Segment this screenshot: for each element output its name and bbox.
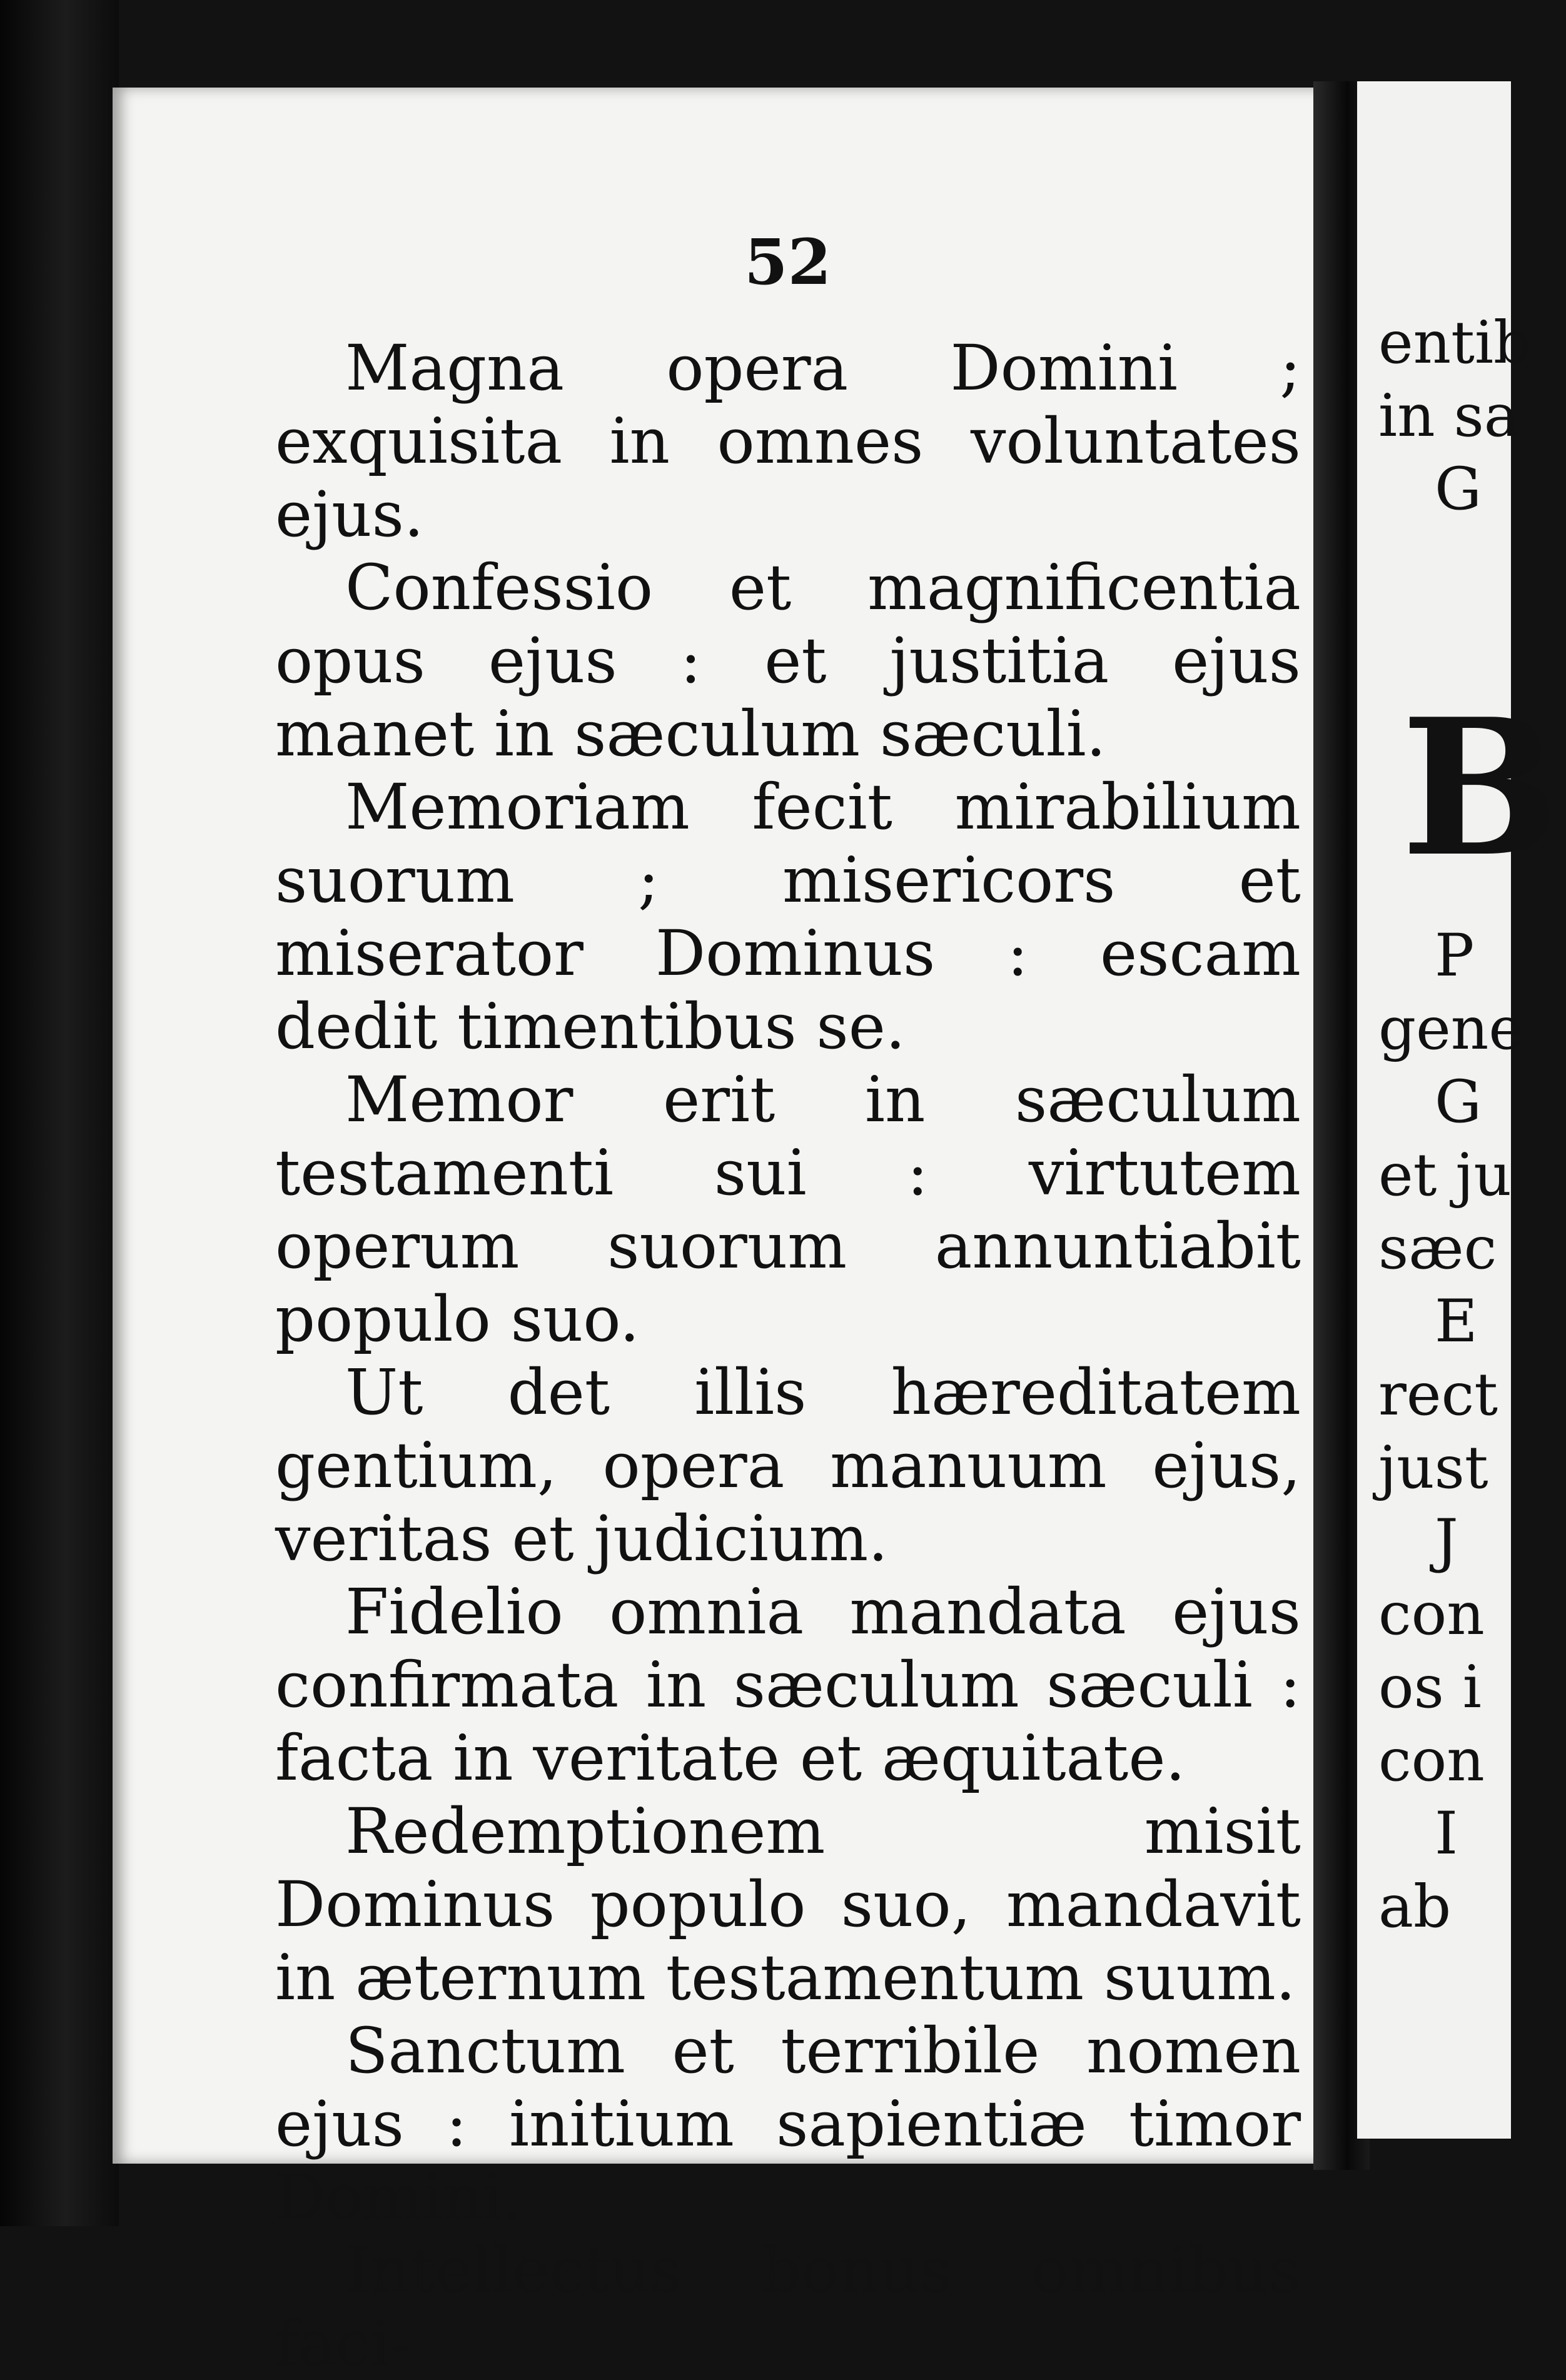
facing-page-top-lines xyxy=(1378,306,1566,526)
facing-line: J xyxy=(1435,1507,1458,1575)
facing-line: G xyxy=(1435,1068,1482,1136)
verse: Intellectus bonus omnibus faci- xyxy=(275,2234,1301,2380)
facing-line: et ju xyxy=(1378,1141,1512,1209)
facing-line: con xyxy=(1378,1727,1485,1795)
facing-page-bottom-lines xyxy=(1378,919,1566,1944)
facing-line: con xyxy=(1378,1580,1485,1648)
facing-line: sæc xyxy=(1378,1214,1497,1283)
verse: Ut det illis hæreditatem gentium, opera manuum ejus, veritas et judicium. xyxy=(275,1356,1301,1575)
verse: Magna opera Domini ; exquisita in omnes voluntates ejus. xyxy=(275,331,1301,551)
facing-line: just xyxy=(1378,1434,1488,1502)
facing-line: os i xyxy=(1378,1653,1482,1722)
facing-line: rect xyxy=(1378,1361,1498,1429)
verse: Memoriam fecit mirabilium suorum ; misericors et miserator Dominus : escam dedit timentibus se. xyxy=(275,770,1301,1063)
facing-line: G xyxy=(1435,455,1482,523)
verse: Confessio et magnificentia opus ejus : et justitia ejus manet in sæculum sæculi. xyxy=(275,551,1301,770)
verse: Sanctum et terribile nomen ejus : initium sapientiæ timor Domini. xyxy=(275,2014,1301,2234)
facing-line: E xyxy=(1435,1288,1478,1356)
verse: Redemptionem misit Dominus populo suo, mandavit in æternum testamentum suum. xyxy=(275,1795,1301,2014)
facing-line: I xyxy=(1435,1800,1458,1868)
psalm-text xyxy=(275,331,1301,2380)
facing-page xyxy=(1357,81,1560,2139)
verse: Memor erit in sæculum testamenti sui : virtutem operum suorum annuntiabit populo suo. xyxy=(275,1063,1301,1356)
facing-line: gene xyxy=(1378,995,1523,1063)
verse: Fidelio omnia mandata ejus confirmata in sæculum sæculi : facta in veritate et æquitate. xyxy=(275,1575,1301,1795)
facing-line: entib xyxy=(1378,309,1532,377)
facing-page-dropcap: B xyxy=(1401,677,1560,898)
book-edge-shadow xyxy=(0,0,119,2226)
facing-line: ab xyxy=(1378,1873,1452,1941)
facing-line: P xyxy=(1435,922,1475,990)
page-number: 52 xyxy=(744,225,832,299)
facing-line: in sa xyxy=(1378,382,1519,450)
